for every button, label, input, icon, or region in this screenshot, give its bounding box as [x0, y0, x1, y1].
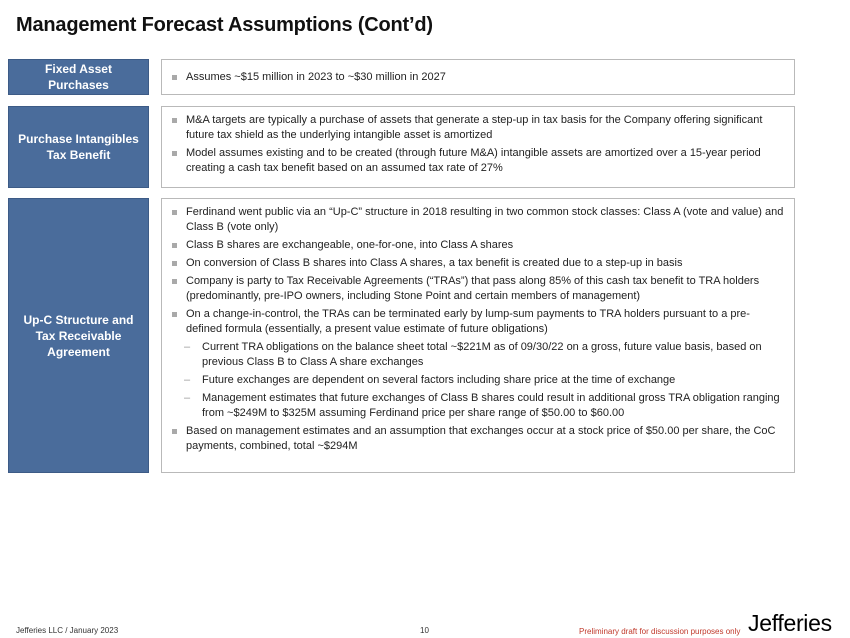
section-label: Fixed Asset Purchases: [8, 59, 149, 95]
section-content: [161, 106, 795, 188]
bullet-text: Company is party to Tax Receivable Agreements (“TRAs”) that pass along 85% of this cash tax benefit to TRA holders (predominantly, pre-IPO owners, including Stone Point and certain members of management): [186, 275, 760, 302]
bullet-text: Model assumes existing and to be created (through future M&A) intangible assets are amortized over a 15-year period creating a cash tax benefit based on an assumed tax rate of 27%: [186, 147, 761, 174]
bullet-text: Based on management estimates and an assumption that exchanges occur at a stock price of $50.00 per share, the CoC payments, combined, total ~$294M: [186, 425, 776, 452]
bullet-item: [172, 146, 784, 176]
bullet-item: [172, 256, 784, 271]
sub-bullet-text: Management estimates that future exchanges of Class B shares could result in additional gross TRA obligation ranging from ~$249M to $325M assuming Ferdinand price per share range of $50.00 to $60.00: [202, 392, 780, 419]
dash-icon: –: [184, 341, 191, 353]
bullet-icon: [172, 243, 177, 248]
sub-bullet-item: [172, 340, 784, 370]
bullet-text: Class B shares are exchangeable, one-for-one, into Class A shares: [186, 239, 514, 251]
bullet-item: [172, 238, 784, 253]
sub-bullet-text: Current TRA obligations on the balance sheet total ~$221M as of 09/30/22 on a gross, future value basis, based on previous Class B to Class A share exchanges: [202, 341, 762, 368]
dash-icon: –: [184, 374, 191, 386]
bullet-item: [172, 205, 784, 235]
jefferies-logo: Jefferies: [748, 610, 832, 636]
bullet-icon: [172, 151, 177, 156]
section-label: Purchase Intangibles Tax Benefit: [8, 106, 149, 188]
bullet-text: On a change-in-control, the TRAs can be terminated early by lump-sum payments to TRA holders pursuant to a pre-defined formula (essentially, a present value estimate of future obligations): [186, 308, 750, 335]
page-number: 10: [420, 626, 429, 635]
bullet-item: [172, 424, 784, 454]
section-up-c-structure: [8, 198, 795, 473]
page-title: Management Forecast Assumptions (Cont’d): [16, 14, 433, 36]
sub-bullet-item: [172, 391, 784, 421]
section-content: [161, 198, 795, 473]
bullet-icon: [172, 210, 177, 215]
bullet-text: On conversion of Class B shares into Class A shares, a tax benefit is created due to a step-up in basis: [186, 257, 683, 269]
bullet-item: [172, 70, 784, 85]
bullet-icon: [172, 279, 177, 284]
draft-notice: Preliminary draft for discussion purposes only: [579, 627, 741, 636]
section-purchase-intangibles: [8, 106, 795, 188]
bullet-text: Ferdinand went public via an “Up-C” structure in 2018 resulting in two common stock classes: Class A (vote and value) and Class B (vote only): [186, 206, 784, 233]
bullet-item: [172, 307, 784, 337]
bullet-icon: [172, 75, 177, 80]
footer-company-date: Jefferies LLC / January 2023: [16, 626, 119, 635]
section-fixed-asset-purchases: [8, 59, 795, 95]
sub-bullet-item: [172, 373, 784, 388]
dash-icon: –: [184, 392, 191, 404]
sub-bullet-text: Future exchanges are dependent on several factors including share price at the time of exchange: [202, 374, 676, 386]
bullet-icon: [172, 312, 177, 317]
bullet-text: Assumes ~$15 million in 2023 to ~$30 million in 2027: [186, 71, 446, 83]
section-content: [161, 59, 795, 95]
section-label: Up-C Structure and Tax Receivable Agreement: [8, 198, 149, 473]
bullet-icon: [172, 261, 177, 266]
bullet-icon: [172, 429, 177, 434]
bullet-icon: [172, 118, 177, 123]
bullet-text: M&A targets are typically a purchase of assets that generate a step-up in tax basis for the Company offering significant future tax shield as the underlying intangible asset is amortized: [186, 114, 763, 141]
bullet-item: [172, 113, 784, 143]
bullet-item: [172, 274, 784, 304]
